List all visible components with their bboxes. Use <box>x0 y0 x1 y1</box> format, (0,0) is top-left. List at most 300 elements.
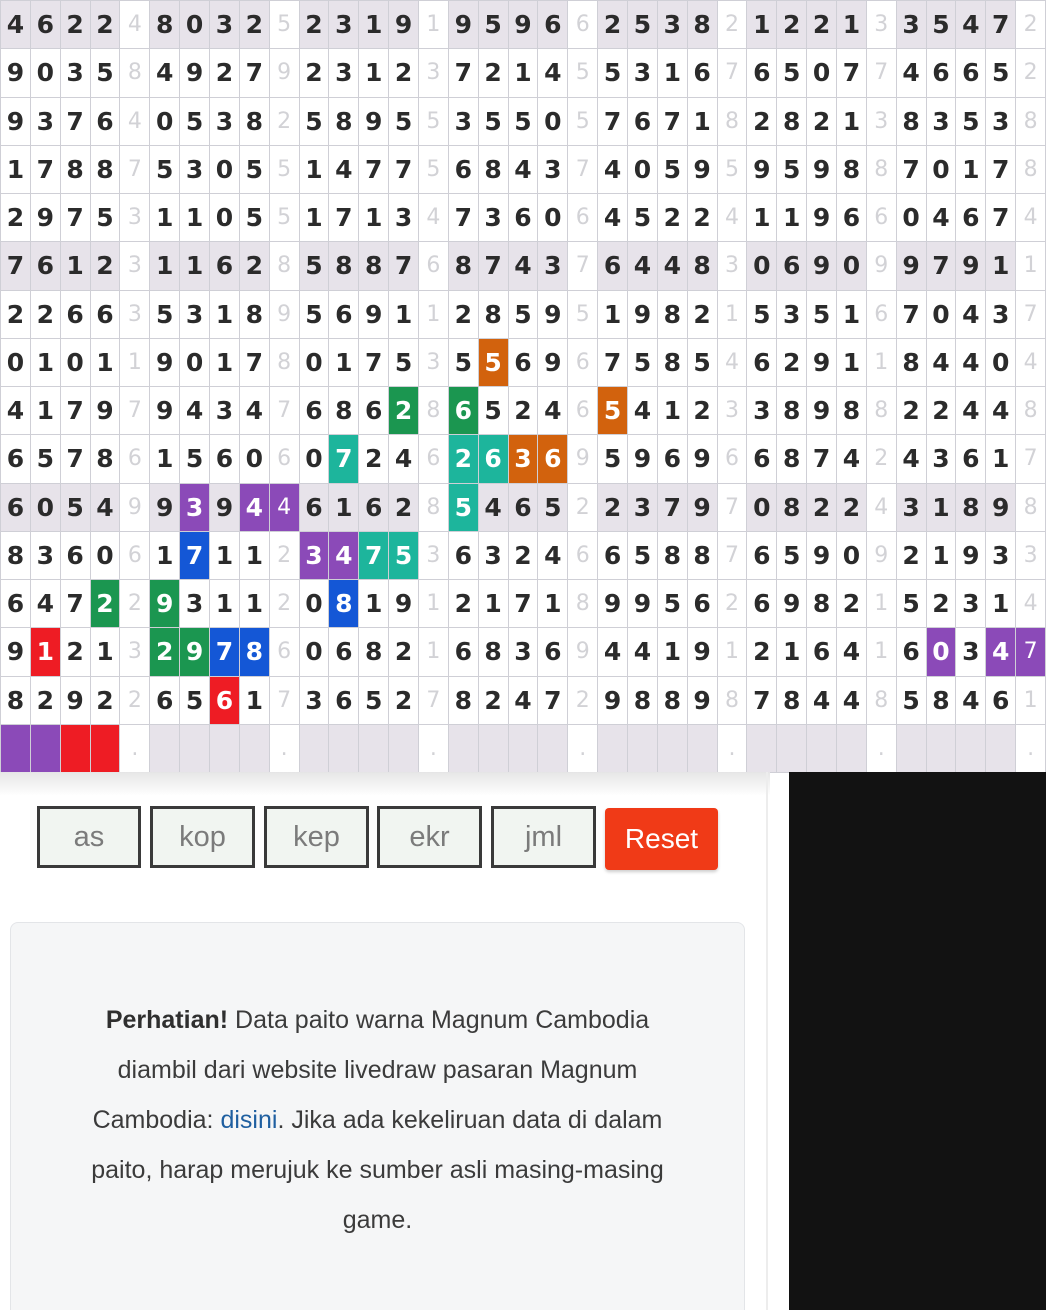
grid-cell-r1-c21[interactable]: 3 <box>628 49 658 97</box>
grid-cell-r3-c32[interactable]: 1 <box>956 146 986 194</box>
grid-cell-r2-c24[interactable]: 8 <box>718 98 748 146</box>
grid-cell-r1-c11[interactable]: 3 <box>329 49 359 97</box>
grid-cell-r6-c23[interactable]: 2 <box>688 291 718 339</box>
grid-cell-r9-c11[interactable]: 7 <box>329 435 359 483</box>
grid-cell-r15-c2[interactable] <box>61 725 91 773</box>
grid-cell-r13-c8[interactable]: 8 <box>240 628 270 676</box>
grid-cell-r12-c33[interactable]: 1 <box>986 580 1016 628</box>
grid-cell-r6-c2[interactable]: 6 <box>61 291 91 339</box>
grid-cell-r15-c0[interactable] <box>1 725 31 773</box>
grid-cell-r15-c34[interactable]: . <box>1016 725 1046 773</box>
grid-cell-r2-c7[interactable]: 3 <box>210 98 240 146</box>
grid-cell-r4-c22[interactable]: 2 <box>658 194 688 242</box>
grid-cell-r8-c33[interactable]: 4 <box>986 387 1016 435</box>
grid-cell-r12-c24[interactable]: 2 <box>718 580 748 628</box>
grid-cell-r12-c9[interactable]: 2 <box>270 580 300 628</box>
grid-cell-r8-c28[interactable]: 8 <box>837 387 867 435</box>
grid-cell-r5-c15[interactable]: 8 <box>449 242 479 290</box>
grid-cell-r7-c22[interactable]: 8 <box>658 339 688 387</box>
grid-cell-r1-c4[interactable]: 8 <box>120 49 150 97</box>
grid-cell-r0-c7[interactable]: 3 <box>210 1 240 49</box>
grid-cell-r7-c23[interactable]: 5 <box>688 339 718 387</box>
filter-kep-button[interactable]: kep <box>264 806 369 868</box>
grid-cell-r12-c5[interactable]: 9 <box>150 580 180 628</box>
grid-cell-r1-c0[interactable]: 9 <box>1 49 31 97</box>
grid-cell-r2-c12[interactable]: 9 <box>359 98 389 146</box>
grid-cell-r0-c11[interactable]: 3 <box>329 1 359 49</box>
grid-cell-r1-c20[interactable]: 5 <box>598 49 628 97</box>
grid-cell-r7-c14[interactable]: 3 <box>419 339 449 387</box>
grid-cell-r10-c9[interactable]: 4 <box>270 484 300 532</box>
grid-cell-r13-c19[interactable]: 9 <box>568 628 598 676</box>
grid-cell-r3-c23[interactable]: 9 <box>688 146 718 194</box>
grid-cell-r5-c34[interactable]: 1 <box>1016 242 1046 290</box>
grid-cell-r9-c22[interactable]: 6 <box>658 435 688 483</box>
grid-cell-r6-c13[interactable]: 1 <box>389 291 419 339</box>
grid-cell-r8-c14[interactable]: 8 <box>419 387 449 435</box>
grid-cell-r1-c14[interactable]: 3 <box>419 49 449 97</box>
grid-cell-r14-c6[interactable]: 5 <box>180 677 210 725</box>
grid-cell-r7-c27[interactable]: 9 <box>807 339 837 387</box>
grid-cell-r13-c22[interactable]: 1 <box>658 628 688 676</box>
grid-cell-r7-c8[interactable]: 7 <box>240 339 270 387</box>
grid-cell-r14-c30[interactable]: 5 <box>897 677 927 725</box>
filter-kop-button[interactable]: kop <box>150 806 255 868</box>
grid-cell-r9-c9[interactable]: 6 <box>270 435 300 483</box>
grid-cell-r10-c2[interactable]: 5 <box>61 484 91 532</box>
grid-cell-r3-c29[interactable]: 8 <box>867 146 897 194</box>
grid-cell-r14-c32[interactable]: 4 <box>956 677 986 725</box>
grid-cell-r1-c23[interactable]: 6 <box>688 49 718 97</box>
grid-cell-r3-c11[interactable]: 4 <box>329 146 359 194</box>
grid-cell-r9-c3[interactable]: 8 <box>91 435 121 483</box>
grid-cell-r8-c20[interactable]: 5 <box>598 387 628 435</box>
grid-cell-r3-c14[interactable]: 5 <box>419 146 449 194</box>
grid-cell-r9-c18[interactable]: 6 <box>538 435 568 483</box>
grid-cell-r0-c33[interactable]: 7 <box>986 1 1016 49</box>
grid-cell-r1-c19[interactable]: 5 <box>568 49 598 97</box>
grid-cell-r8-c24[interactable]: 3 <box>718 387 748 435</box>
grid-cell-r15-c1[interactable] <box>31 725 61 773</box>
grid-cell-r7-c3[interactable]: 1 <box>91 339 121 387</box>
grid-cell-r11-c25[interactable]: 6 <box>747 532 777 580</box>
grid-cell-r12-c25[interactable]: 6 <box>747 580 777 628</box>
grid-cell-r14-c0[interactable]: 8 <box>1 677 31 725</box>
grid-cell-r4-c4[interactable]: 3 <box>120 194 150 242</box>
grid-cell-r2-c20[interactable]: 7 <box>598 98 628 146</box>
grid-cell-r8-c6[interactable]: 4 <box>180 387 210 435</box>
grid-cell-r15-c16[interactable] <box>479 725 509 773</box>
grid-cell-r14-c33[interactable]: 6 <box>986 677 1016 725</box>
grid-cell-r14-c3[interactable]: 2 <box>91 677 121 725</box>
grid-cell-r0-c25[interactable]: 1 <box>747 1 777 49</box>
grid-cell-r4-c24[interactable]: 4 <box>718 194 748 242</box>
grid-cell-r6-c17[interactable]: 5 <box>509 291 539 339</box>
grid-cell-r6-c4[interactable]: 3 <box>120 291 150 339</box>
grid-cell-r2-c30[interactable]: 8 <box>897 98 927 146</box>
grid-cell-r10-c28[interactable]: 2 <box>837 484 867 532</box>
grid-cell-r2-c19[interactable]: 5 <box>568 98 598 146</box>
grid-cell-r7-c6[interactable]: 0 <box>180 339 210 387</box>
grid-cell-r0-c24[interactable]: 2 <box>718 1 748 49</box>
grid-cell-r3-c21[interactable]: 0 <box>628 146 658 194</box>
grid-cell-r5-c30[interactable]: 9 <box>897 242 927 290</box>
grid-cell-r8-c19[interactable]: 6 <box>568 387 598 435</box>
grid-cell-r1-c13[interactable]: 2 <box>389 49 419 97</box>
grid-cell-r5-c11[interactable]: 8 <box>329 242 359 290</box>
grid-cell-r14-c14[interactable]: 7 <box>419 677 449 725</box>
grid-cell-r12-c3[interactable]: 2 <box>91 580 121 628</box>
grid-cell-r0-c17[interactable]: 9 <box>509 1 539 49</box>
grid-cell-r12-c30[interactable]: 5 <box>897 580 927 628</box>
grid-cell-r7-c10[interactable]: 0 <box>300 339 330 387</box>
grid-cell-r10-c27[interactable]: 2 <box>807 484 837 532</box>
grid-cell-r11-c34[interactable]: 3 <box>1016 532 1046 580</box>
grid-cell-r7-c21[interactable]: 5 <box>628 339 658 387</box>
grid-cell-r10-c33[interactable]: 9 <box>986 484 1016 532</box>
grid-cell-r13-c15[interactable]: 6 <box>449 628 479 676</box>
grid-cell-r1-c7[interactable]: 2 <box>210 49 240 97</box>
grid-cell-r8-c21[interactable]: 4 <box>628 387 658 435</box>
grid-cell-r6-c25[interactable]: 5 <box>747 291 777 339</box>
grid-cell-r1-c9[interactable]: 9 <box>270 49 300 97</box>
grid-cell-r5-c6[interactable]: 1 <box>180 242 210 290</box>
grid-cell-r5-c0[interactable]: 7 <box>1 242 31 290</box>
grid-cell-r13-c3[interactable]: 1 <box>91 628 121 676</box>
grid-cell-r4-c5[interactable]: 1 <box>150 194 180 242</box>
grid-cell-r13-c11[interactable]: 6 <box>329 628 359 676</box>
grid-cell-r8-c9[interactable]: 7 <box>270 387 300 435</box>
grid-cell-r11-c16[interactable]: 3 <box>479 532 509 580</box>
grid-cell-r7-c7[interactable]: 1 <box>210 339 240 387</box>
grid-cell-r12-c14[interactable]: 1 <box>419 580 449 628</box>
grid-cell-r15-c13[interactable] <box>389 725 419 773</box>
source-link[interactable]: disini <box>220 1106 278 1134</box>
grid-cell-r12-c17[interactable]: 7 <box>509 580 539 628</box>
grid-cell-r10-c26[interactable]: 8 <box>777 484 807 532</box>
grid-cell-r13-c6[interactable]: 9 <box>180 628 210 676</box>
grid-cell-r2-c11[interactable]: 8 <box>329 98 359 146</box>
grid-cell-r15-c14[interactable]: . <box>419 725 449 773</box>
grid-cell-r13-c29[interactable]: 1 <box>867 628 897 676</box>
grid-cell-r4-c12[interactable]: 1 <box>359 194 389 242</box>
grid-cell-r6-c29[interactable]: 6 <box>867 291 897 339</box>
grid-cell-r7-c24[interactable]: 4 <box>718 339 748 387</box>
grid-cell-r11-c28[interactable]: 0 <box>837 532 867 580</box>
grid-cell-r13-c26[interactable]: 1 <box>777 628 807 676</box>
grid-cell-r3-c16[interactable]: 8 <box>479 146 509 194</box>
grid-cell-r2-c14[interactable]: 5 <box>419 98 449 146</box>
grid-cell-r0-c15[interactable]: 9 <box>449 1 479 49</box>
grid-cell-r2-c10[interactable]: 5 <box>300 98 330 146</box>
grid-cell-r1-c15[interactable]: 7 <box>449 49 479 97</box>
grid-cell-r13-c2[interactable]: 2 <box>61 628 91 676</box>
grid-cell-r15-c20[interactable] <box>598 725 628 773</box>
grid-cell-r11-c6[interactable]: 7 <box>180 532 210 580</box>
grid-cell-r2-c28[interactable]: 1 <box>837 98 867 146</box>
grid-cell-r1-c6[interactable]: 9 <box>180 49 210 97</box>
grid-cell-r9-c2[interactable]: 7 <box>61 435 91 483</box>
grid-cell-r9-c20[interactable]: 5 <box>598 435 628 483</box>
grid-cell-r9-c27[interactable]: 7 <box>807 435 837 483</box>
grid-cell-r7-c18[interactable]: 9 <box>538 339 568 387</box>
grid-cell-r4-c8[interactable]: 5 <box>240 194 270 242</box>
grid-cell-r10-c18[interactable]: 5 <box>538 484 568 532</box>
grid-cell-r11-c15[interactable]: 6 <box>449 532 479 580</box>
grid-cell-r13-c5[interactable]: 2 <box>150 628 180 676</box>
grid-cell-r15-c33[interactable] <box>986 725 1016 773</box>
grid-cell-r11-c1[interactable]: 3 <box>31 532 61 580</box>
grid-cell-r5-c27[interactable]: 9 <box>807 242 837 290</box>
grid-cell-r6-c27[interactable]: 5 <box>807 291 837 339</box>
grid-cell-r13-c30[interactable]: 6 <box>897 628 927 676</box>
grid-cell-r0-c27[interactable]: 2 <box>807 1 837 49</box>
grid-cell-r7-c25[interactable]: 6 <box>747 339 777 387</box>
grid-cell-r5-c33[interactable]: 1 <box>986 242 1016 290</box>
grid-cell-r5-c13[interactable]: 7 <box>389 242 419 290</box>
grid-cell-r8-c1[interactable]: 1 <box>31 387 61 435</box>
grid-cell-r15-c32[interactable] <box>956 725 986 773</box>
grid-cell-r8-c25[interactable]: 3 <box>747 387 777 435</box>
grid-cell-r14-c22[interactable]: 8 <box>658 677 688 725</box>
grid-cell-r9-c24[interactable]: 6 <box>718 435 748 483</box>
grid-cell-r12-c7[interactable]: 1 <box>210 580 240 628</box>
grid-cell-r13-c20[interactable]: 4 <box>598 628 628 676</box>
grid-cell-r9-c6[interactable]: 5 <box>180 435 210 483</box>
grid-cell-r5-c25[interactable]: 0 <box>747 242 777 290</box>
grid-cell-r0-c1[interactable]: 6 <box>31 1 61 49</box>
grid-cell-r4-c31[interactable]: 4 <box>927 194 957 242</box>
grid-cell-r13-c32[interactable]: 3 <box>956 628 986 676</box>
grid-cell-r13-c14[interactable]: 1 <box>419 628 449 676</box>
grid-cell-r2-c1[interactable]: 3 <box>31 98 61 146</box>
grid-cell-r15-c15[interactable] <box>449 725 479 773</box>
grid-cell-r8-c3[interactable]: 9 <box>91 387 121 435</box>
grid-cell-r9-c5[interactable]: 1 <box>150 435 180 483</box>
grid-cell-r2-c0[interactable]: 9 <box>1 98 31 146</box>
grid-cell-r13-c18[interactable]: 6 <box>538 628 568 676</box>
grid-cell-r10-c20[interactable]: 2 <box>598 484 628 532</box>
grid-cell-r14-c16[interactable]: 2 <box>479 677 509 725</box>
grid-cell-r7-c26[interactable]: 2 <box>777 339 807 387</box>
grid-cell-r14-c34[interactable]: 1 <box>1016 677 1046 725</box>
grid-cell-r6-c5[interactable]: 5 <box>150 291 180 339</box>
grid-cell-r10-c21[interactable]: 3 <box>628 484 658 532</box>
grid-cell-r14-c18[interactable]: 7 <box>538 677 568 725</box>
grid-cell-r3-c1[interactable]: 7 <box>31 146 61 194</box>
grid-cell-r7-c12[interactable]: 7 <box>359 339 389 387</box>
grid-cell-r15-c11[interactable] <box>329 725 359 773</box>
grid-cell-r12-c4[interactable]: 2 <box>120 580 150 628</box>
grid-cell-r13-c17[interactable]: 3 <box>509 628 539 676</box>
grid-cell-r2-c34[interactable]: 8 <box>1016 98 1046 146</box>
grid-cell-r11-c4[interactable]: 6 <box>120 532 150 580</box>
grid-cell-r5-c2[interactable]: 1 <box>61 242 91 290</box>
grid-cell-r10-c7[interactable]: 9 <box>210 484 240 532</box>
grid-cell-r12-c12[interactable]: 1 <box>359 580 389 628</box>
grid-cell-r8-c17[interactable]: 2 <box>509 387 539 435</box>
grid-cell-r6-c3[interactable]: 6 <box>91 291 121 339</box>
grid-cell-r7-c11[interactable]: 1 <box>329 339 359 387</box>
grid-cell-r6-c15[interactable]: 2 <box>449 291 479 339</box>
grid-cell-r9-c13[interactable]: 4 <box>389 435 419 483</box>
grid-cell-r15-c28[interactable] <box>837 725 867 773</box>
grid-cell-r10-c6[interactable]: 3 <box>180 484 210 532</box>
grid-cell-r0-c21[interactable]: 5 <box>628 1 658 49</box>
grid-cell-r13-c9[interactable]: 6 <box>270 628 300 676</box>
grid-cell-r12-c31[interactable]: 2 <box>927 580 957 628</box>
grid-cell-r8-c15[interactable]: 6 <box>449 387 479 435</box>
grid-cell-r0-c8[interactable]: 2 <box>240 1 270 49</box>
grid-cell-r1-c22[interactable]: 1 <box>658 49 688 97</box>
grid-cell-r12-c11[interactable]: 8 <box>329 580 359 628</box>
grid-cell-r5-c26[interactable]: 6 <box>777 242 807 290</box>
grid-cell-r10-c22[interactable]: 7 <box>658 484 688 532</box>
grid-cell-r1-c30[interactable]: 4 <box>897 49 927 97</box>
grid-cell-r12-c32[interactable]: 3 <box>956 580 986 628</box>
grid-cell-r4-c7[interactable]: 0 <box>210 194 240 242</box>
grid-cell-r2-c33[interactable]: 3 <box>986 98 1016 146</box>
grid-cell-r7-c16[interactable]: 5 <box>479 339 509 387</box>
grid-cell-r15-c25[interactable] <box>747 725 777 773</box>
grid-cell-r2-c9[interactable]: 2 <box>270 98 300 146</box>
grid-cell-r0-c5[interactable]: 8 <box>150 1 180 49</box>
grid-cell-r6-c19[interactable]: 5 <box>568 291 598 339</box>
grid-cell-r9-c29[interactable]: 2 <box>867 435 897 483</box>
grid-cell-r3-c24[interactable]: 5 <box>718 146 748 194</box>
grid-cell-r7-c31[interactable]: 4 <box>927 339 957 387</box>
grid-cell-r5-c28[interactable]: 0 <box>837 242 867 290</box>
grid-cell-r7-c33[interactable]: 0 <box>986 339 1016 387</box>
grid-cell-r3-c10[interactable]: 1 <box>300 146 330 194</box>
grid-cell-r15-c18[interactable] <box>538 725 568 773</box>
grid-cell-r10-c19[interactable]: 2 <box>568 484 598 532</box>
grid-cell-r9-c23[interactable]: 9 <box>688 435 718 483</box>
grid-cell-r3-c30[interactable]: 7 <box>897 146 927 194</box>
grid-cell-r5-c14[interactable]: 6 <box>419 242 449 290</box>
grid-cell-r4-c1[interactable]: 9 <box>31 194 61 242</box>
grid-cell-r10-c0[interactable]: 6 <box>1 484 31 532</box>
grid-cell-r13-c0[interactable]: 9 <box>1 628 31 676</box>
grid-cell-r5-c31[interactable]: 7 <box>927 242 957 290</box>
filter-ekr-button[interactable]: ekr <box>377 806 482 868</box>
grid-cell-r11-c7[interactable]: 1 <box>210 532 240 580</box>
grid-cell-r1-c18[interactable]: 4 <box>538 49 568 97</box>
grid-cell-r1-c33[interactable]: 5 <box>986 49 1016 97</box>
grid-cell-r6-c14[interactable]: 1 <box>419 291 449 339</box>
grid-cell-r14-c5[interactable]: 6 <box>150 677 180 725</box>
grid-cell-r4-c32[interactable]: 6 <box>956 194 986 242</box>
grid-cell-r4-c11[interactable]: 7 <box>329 194 359 242</box>
grid-cell-r10-c1[interactable]: 0 <box>31 484 61 532</box>
grid-cell-r8-c7[interactable]: 3 <box>210 387 240 435</box>
grid-cell-r14-c19[interactable]: 2 <box>568 677 598 725</box>
grid-cell-r3-c4[interactable]: 7 <box>120 146 150 194</box>
grid-cell-r14-c29[interactable]: 8 <box>867 677 897 725</box>
grid-cell-r0-c18[interactable]: 6 <box>538 1 568 49</box>
grid-cell-r1-c5[interactable]: 4 <box>150 49 180 97</box>
grid-cell-r7-c34[interactable]: 4 <box>1016 339 1046 387</box>
grid-cell-r6-c20[interactable]: 1 <box>598 291 628 339</box>
grid-cell-r0-c16[interactable]: 5 <box>479 1 509 49</box>
grid-cell-r14-c2[interactable]: 9 <box>61 677 91 725</box>
grid-cell-r8-c0[interactable]: 4 <box>1 387 31 435</box>
grid-cell-r9-c28[interactable]: 4 <box>837 435 867 483</box>
grid-cell-r10-c34[interactable]: 8 <box>1016 484 1046 532</box>
reset-button[interactable]: Reset <box>605 808 718 870</box>
grid-cell-r5-c5[interactable]: 1 <box>150 242 180 290</box>
grid-cell-r0-c29[interactable]: 3 <box>867 1 897 49</box>
grid-cell-r6-c0[interactable]: 2 <box>1 291 31 339</box>
grid-cell-r7-c19[interactable]: 6 <box>568 339 598 387</box>
grid-cell-r14-c1[interactable]: 2 <box>31 677 61 725</box>
grid-cell-r15-c24[interactable]: . <box>718 725 748 773</box>
grid-cell-r9-c34[interactable]: 7 <box>1016 435 1046 483</box>
grid-cell-r10-c17[interactable]: 6 <box>509 484 539 532</box>
grid-cell-r10-c25[interactable]: 0 <box>747 484 777 532</box>
grid-cell-r4-c16[interactable]: 3 <box>479 194 509 242</box>
grid-cell-r5-c10[interactable]: 5 <box>300 242 330 290</box>
grid-cell-r4-c25[interactable]: 1 <box>747 194 777 242</box>
grid-cell-r4-c29[interactable]: 6 <box>867 194 897 242</box>
grid-cell-r7-c1[interactable]: 1 <box>31 339 61 387</box>
grid-cell-r7-c17[interactable]: 6 <box>509 339 539 387</box>
grid-cell-r9-c31[interactable]: 3 <box>927 435 957 483</box>
grid-cell-r13-c33[interactable]: 4 <box>986 628 1016 676</box>
grid-cell-r14-c10[interactable]: 3 <box>300 677 330 725</box>
grid-cell-r15-c12[interactable] <box>359 725 389 773</box>
grid-cell-r7-c0[interactable]: 0 <box>1 339 31 387</box>
grid-cell-r14-c11[interactable]: 6 <box>329 677 359 725</box>
grid-cell-r0-c14[interactable]: 1 <box>419 1 449 49</box>
grid-cell-r0-c3[interactable]: 2 <box>91 1 121 49</box>
grid-cell-r5-c1[interactable]: 6 <box>31 242 61 290</box>
grid-cell-r13-c25[interactable]: 2 <box>747 628 777 676</box>
grid-cell-r0-c23[interactable]: 8 <box>688 1 718 49</box>
grid-cell-r11-c13[interactable]: 5 <box>389 532 419 580</box>
grid-cell-r10-c5[interactable]: 9 <box>150 484 180 532</box>
grid-cell-r5-c24[interactable]: 3 <box>718 242 748 290</box>
grid-cell-r7-c29[interactable]: 1 <box>867 339 897 387</box>
grid-cell-r14-c13[interactable]: 2 <box>389 677 419 725</box>
grid-cell-r14-c7[interactable]: 6 <box>210 677 240 725</box>
grid-cell-r6-c9[interactable]: 9 <box>270 291 300 339</box>
grid-cell-r10-c24[interactable]: 7 <box>718 484 748 532</box>
grid-cell-r15-c7[interactable] <box>210 725 240 773</box>
grid-cell-r2-c13[interactable]: 5 <box>389 98 419 146</box>
grid-cell-r2-c27[interactable]: 2 <box>807 98 837 146</box>
grid-cell-r10-c13[interactable]: 2 <box>389 484 419 532</box>
grid-cell-r8-c18[interactable]: 4 <box>538 387 568 435</box>
grid-cell-r4-c14[interactable]: 4 <box>419 194 449 242</box>
grid-cell-r13-c27[interactable]: 6 <box>807 628 837 676</box>
grid-cell-r15-c5[interactable] <box>150 725 180 773</box>
grid-cell-r2-c5[interactable]: 0 <box>150 98 180 146</box>
grid-cell-r7-c20[interactable]: 7 <box>598 339 628 387</box>
grid-cell-r8-c8[interactable]: 4 <box>240 387 270 435</box>
grid-cell-r0-c32[interactable]: 4 <box>956 1 986 49</box>
grid-cell-r5-c17[interactable]: 4 <box>509 242 539 290</box>
grid-cell-r9-c30[interactable]: 4 <box>897 435 927 483</box>
grid-cell-r8-c29[interactable]: 8 <box>867 387 897 435</box>
grid-cell-r4-c13[interactable]: 3 <box>389 194 419 242</box>
grid-cell-r11-c22[interactable]: 8 <box>658 532 688 580</box>
grid-cell-r4-c28[interactable]: 6 <box>837 194 867 242</box>
grid-cell-r8-c30[interactable]: 2 <box>897 387 927 435</box>
grid-cell-r10-c16[interactable]: 4 <box>479 484 509 532</box>
grid-cell-r7-c9[interactable]: 8 <box>270 339 300 387</box>
grid-cell-r0-c26[interactable]: 2 <box>777 1 807 49</box>
